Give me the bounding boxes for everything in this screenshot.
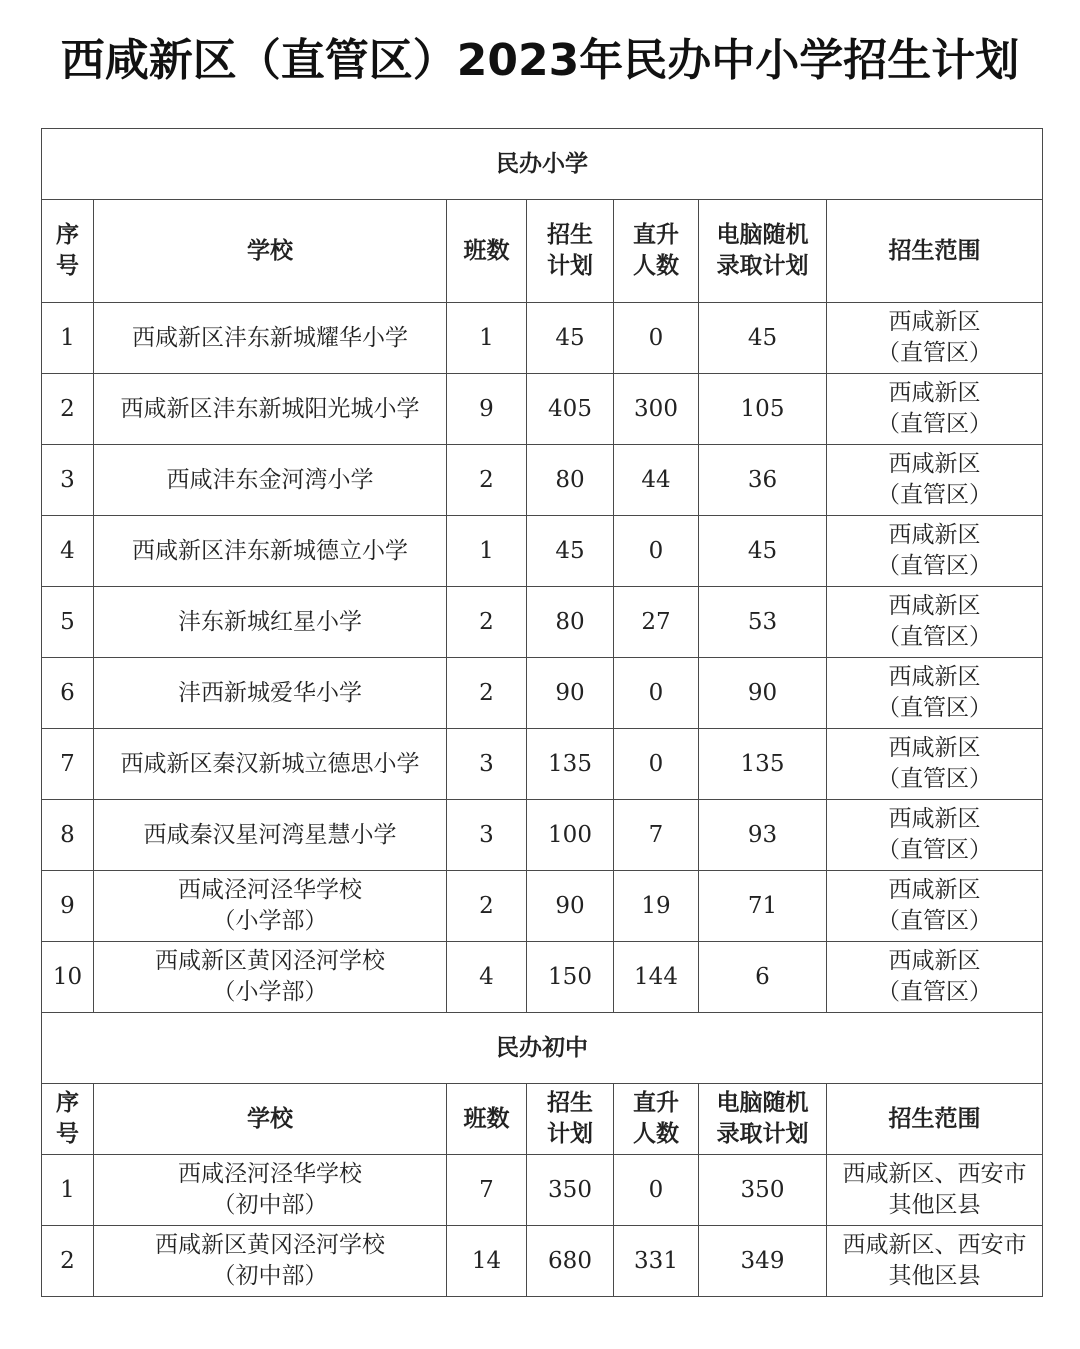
cell-scope-line: 西咸新区 <box>888 735 981 761</box>
table-row <box>42 800 1043 871</box>
header-classes: 班数 <box>447 200 527 303</box>
cell-scope-line: （直管区） <box>877 837 993 863</box>
cell-random: 90 <box>699 658 827 729</box>
cell-school-line: 西咸新区沣东新城耀华小学 <box>132 324 408 351</box>
cell-seq: 7 <box>42 729 94 800</box>
section-header-row <box>42 129 1043 200</box>
section-title: 民办小学 <box>42 129 1043 200</box>
cell-classes: 2 <box>447 871 527 942</box>
cell-classes: 1 <box>447 516 527 587</box>
cell-school-line: 沣西新城爱华小学 <box>178 679 362 706</box>
cell-direct: 19 <box>614 871 699 942</box>
table-row <box>42 729 1043 800</box>
table-row <box>42 871 1043 942</box>
cell-plan: 150 <box>527 942 614 1013</box>
cell-classes: 9 <box>447 374 527 445</box>
header-random-line: 电脑随机 <box>716 222 809 248</box>
cell-seq: 4 <box>42 516 94 587</box>
header-random-line: 录取计划 <box>716 1121 809 1147</box>
cell-classes: 7 <box>447 1155 527 1226</box>
section-header-row <box>42 1013 1043 1084</box>
cell-scope-line: 西咸新区 <box>888 522 981 548</box>
cell-scope-line: （直管区） <box>877 624 993 650</box>
cell-scope <box>827 374 1043 445</box>
cell-scope-line: 西咸新区 <box>888 806 981 832</box>
cell-scope-line: （直管区） <box>877 553 993 579</box>
cell-random: 6 <box>699 942 827 1013</box>
header-direct <box>614 200 699 303</box>
cell-random: 45 <box>699 516 827 587</box>
table-row <box>42 658 1043 729</box>
cell-seq: 2 <box>42 1226 94 1297</box>
cell-seq: 9 <box>42 871 94 942</box>
cell-classes: 4 <box>447 942 527 1013</box>
table-row <box>42 445 1043 516</box>
cell-scope <box>827 871 1043 942</box>
cell-random: 350 <box>699 1155 827 1226</box>
cell-plan: 80 <box>527 587 614 658</box>
cell-school-line: （小学部） <box>212 908 328 934</box>
cell-classes: 3 <box>447 800 527 871</box>
cell-direct: 27 <box>614 587 699 658</box>
cell-classes: 2 <box>447 445 527 516</box>
cell-plan: 80 <box>527 445 614 516</box>
cell-scope-line: （直管区） <box>877 695 993 721</box>
table-row <box>42 942 1043 1013</box>
header-plan-line: 招生 <box>547 1090 593 1116</box>
cell-school-line: 西咸秦汉星河湾星慧小学 <box>143 821 397 848</box>
cell-direct: 0 <box>614 729 699 800</box>
cell-plan: 90 <box>527 871 614 942</box>
cell-scope-line: （直管区） <box>877 979 993 1005</box>
header-plan-line: 计划 <box>547 253 593 279</box>
cell-plan: 100 <box>527 800 614 871</box>
cell-scope-line: 西咸新区 <box>888 664 981 690</box>
cell-scope-line: 西咸新区 <box>888 948 981 974</box>
cell-random: 45 <box>699 303 827 374</box>
cell-school-line: （初中部） <box>212 1263 328 1289</box>
cell-classes: 1 <box>447 303 527 374</box>
cell-plan: 405 <box>527 374 614 445</box>
cell-scope-line: 西咸新区、西安市 <box>842 1232 1027 1258</box>
table-row <box>42 303 1043 374</box>
cell-scope-line: 其他区县 <box>888 1192 981 1218</box>
cell-scope-line: 西咸新区 <box>888 593 981 619</box>
enrollment-table <box>41 128 1043 1297</box>
table-row <box>42 374 1043 445</box>
cell-scope <box>827 1226 1043 1297</box>
header-seq-line: 序 <box>56 1090 79 1116</box>
cell-random: 36 <box>699 445 827 516</box>
cell-scope-line: 西咸新区 <box>888 309 981 335</box>
cell-scope <box>827 303 1043 374</box>
page-title: 西咸新区（直管区）2023年民办中小学招生计划 <box>60 35 1020 86</box>
cell-scope <box>827 800 1043 871</box>
cell-direct: 0 <box>614 303 699 374</box>
cell-school-line: 西咸新区黄冈泾河学校 <box>155 1232 385 1258</box>
header-direct-line: 人数 <box>633 1121 679 1147</box>
cell-plan: 90 <box>527 658 614 729</box>
cell-plan: 350 <box>527 1155 614 1226</box>
table-row <box>42 1226 1043 1297</box>
column-header-row <box>42 1084 1043 1155</box>
header-random <box>699 1084 827 1155</box>
cell-scope <box>827 942 1043 1013</box>
cell-school-line: 西咸新区沣东新城阳光城小学 <box>120 395 420 422</box>
header-random-line: 电脑随机 <box>716 1090 809 1116</box>
cell-random: 135 <box>699 729 827 800</box>
cell-random: 105 <box>699 374 827 445</box>
cell-scope <box>827 1155 1043 1226</box>
table-row <box>42 1155 1043 1226</box>
cell-scope-line: （直管区） <box>877 908 993 934</box>
cell-scope-line: （直管区） <box>877 411 993 437</box>
cell-scope-line: 西咸新区 <box>888 451 981 477</box>
cell-school <box>94 516 447 587</box>
header-plan <box>527 200 614 303</box>
header-plan-line: 计划 <box>547 1121 593 1147</box>
cell-school <box>94 1226 447 1297</box>
cell-scope-line: （直管区） <box>877 766 993 792</box>
cell-scope-line: 其他区县 <box>888 1263 981 1289</box>
cell-plan: 45 <box>527 303 614 374</box>
cell-direct: 0 <box>614 516 699 587</box>
cell-school <box>94 871 447 942</box>
cell-school <box>94 303 447 374</box>
cell-school-line: （小学部） <box>212 979 328 1005</box>
header-school: 学校 <box>94 1084 447 1155</box>
cell-plan: 680 <box>527 1226 614 1297</box>
cell-school <box>94 587 447 658</box>
cell-scope <box>827 587 1043 658</box>
cell-school <box>94 1155 447 1226</box>
cell-classes: 2 <box>447 587 527 658</box>
header-scope: 招生范围 <box>827 200 1043 303</box>
cell-direct: 44 <box>614 445 699 516</box>
cell-school-line: 西咸新区秦汉新城立德思小学 <box>120 750 420 777</box>
cell-school <box>94 729 447 800</box>
cell-direct: 7 <box>614 800 699 871</box>
cell-seq: 8 <box>42 800 94 871</box>
header-plan <box>527 1084 614 1155</box>
cell-scope <box>827 445 1043 516</box>
cell-school-line: 沣东新城红星小学 <box>178 608 362 635</box>
cell-school-line: 西咸泾河泾华学校 <box>178 877 362 903</box>
cell-seq: 1 <box>42 303 94 374</box>
header-direct-line: 直升 <box>633 222 679 248</box>
header-seq-line: 号 <box>56 253 79 279</box>
header-seq-line: 号 <box>56 1121 79 1147</box>
table-row <box>42 587 1043 658</box>
cell-classes: 14 <box>447 1226 527 1297</box>
header-random <box>699 200 827 303</box>
cell-seq: 6 <box>42 658 94 729</box>
cell-classes: 2 <box>447 658 527 729</box>
cell-school-line: 西咸新区黄冈泾河学校 <box>155 948 385 974</box>
header-seq <box>42 200 94 303</box>
cell-seq: 10 <box>42 942 94 1013</box>
header-direct-line: 人数 <box>633 253 679 279</box>
cell-school-line: 西咸新区沣东新城德立小学 <box>132 537 408 564</box>
header-direct-line: 直升 <box>633 1090 679 1116</box>
cell-seq: 1 <box>42 1155 94 1226</box>
header-direct <box>614 1084 699 1155</box>
cell-random: 349 <box>699 1226 827 1297</box>
cell-random: 93 <box>699 800 827 871</box>
cell-direct: 300 <box>614 374 699 445</box>
cell-scope <box>827 516 1043 587</box>
cell-plan: 135 <box>527 729 614 800</box>
header-seq-line: 序 <box>56 222 79 248</box>
header-scope: 招生范围 <box>827 1084 1043 1155</box>
cell-school <box>94 374 447 445</box>
header-plan-line: 招生 <box>547 222 593 248</box>
cell-scope <box>827 658 1043 729</box>
cell-school-line: 西咸泾河泾华学校 <box>178 1161 362 1187</box>
header-classes: 班数 <box>447 1084 527 1155</box>
header-seq <box>42 1084 94 1155</box>
cell-scope-line: （直管区） <box>877 340 993 366</box>
cell-school <box>94 942 447 1013</box>
header-school: 学校 <box>94 200 447 303</box>
cell-direct: 144 <box>614 942 699 1013</box>
cell-random: 53 <box>699 587 827 658</box>
cell-school <box>94 658 447 729</box>
cell-scope-line: 西咸新区 <box>888 877 981 903</box>
cell-random: 71 <box>699 871 827 942</box>
cell-direct: 0 <box>614 1155 699 1226</box>
cell-school <box>94 800 447 871</box>
section-title: 民办初中 <box>42 1013 1043 1084</box>
cell-school-line: （初中部） <box>212 1192 328 1218</box>
cell-seq: 2 <box>42 374 94 445</box>
cell-scope-line: （直管区） <box>877 482 993 508</box>
table-row <box>42 516 1043 587</box>
cell-scope <box>827 729 1043 800</box>
cell-scope-line: 西咸新区 <box>888 380 981 406</box>
cell-seq: 3 <box>42 445 94 516</box>
cell-classes: 3 <box>447 729 527 800</box>
cell-school <box>94 445 447 516</box>
header-random-line: 录取计划 <box>716 253 809 279</box>
cell-direct: 0 <box>614 658 699 729</box>
cell-seq: 5 <box>42 587 94 658</box>
cell-scope-line: 西咸新区、西安市 <box>842 1161 1027 1187</box>
cell-plan: 45 <box>527 516 614 587</box>
cell-direct: 331 <box>614 1226 699 1297</box>
cell-school-line: 西咸沣东金河湾小学 <box>166 466 374 493</box>
column-header-row <box>42 200 1043 303</box>
